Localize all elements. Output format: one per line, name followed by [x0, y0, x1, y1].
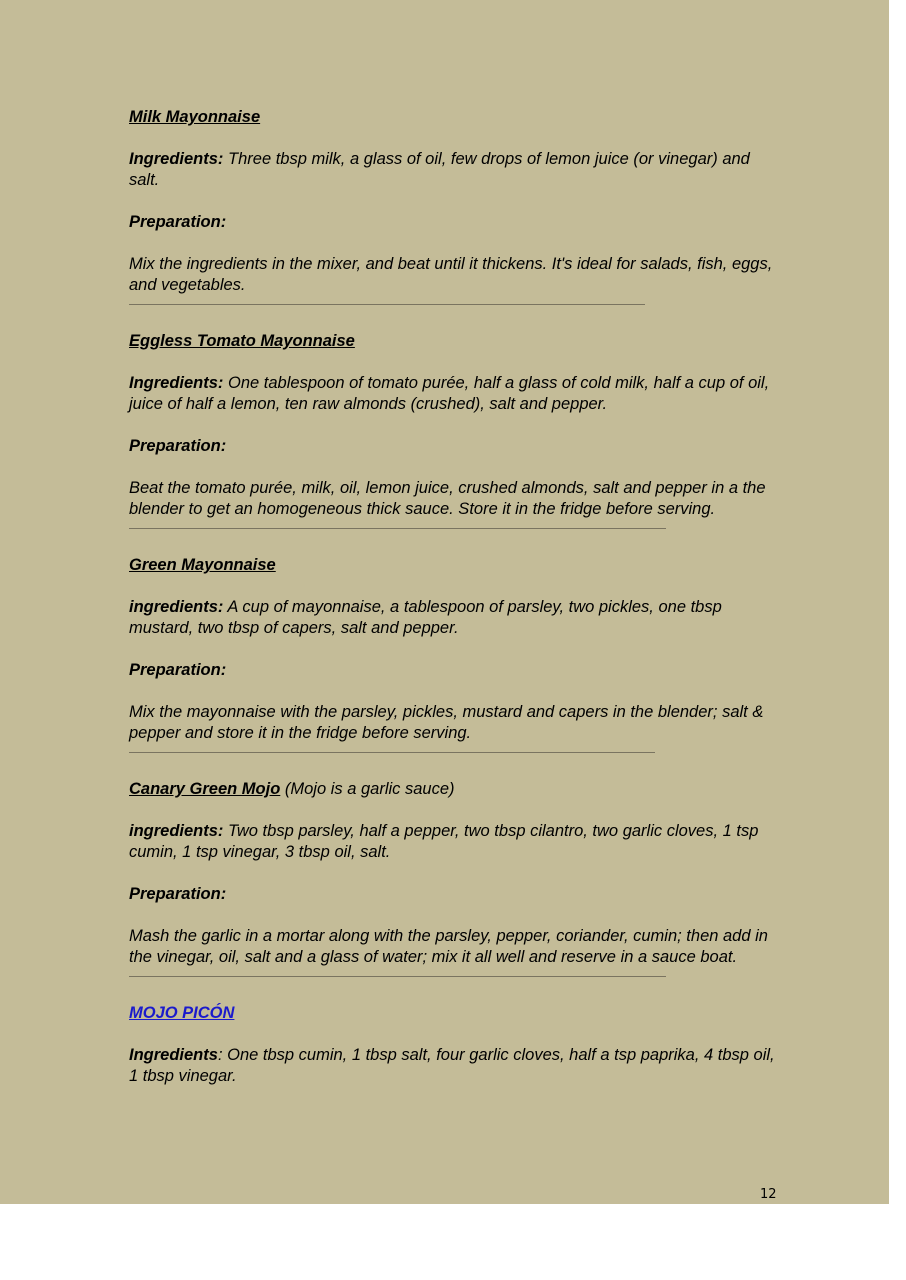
separator-line — [129, 752, 655, 753]
recipe-column — [129, 107, 779, 1087]
recipe-title: Canary Green Mojo — [129, 780, 281, 798]
preparation-text: Beat the tomato purée, milk, oil, lemon juice, crushed almonds, salt and pepper in a the blender to get an homogeneous thick sauce. Store it in the fridge before serving. — [129, 479, 766, 518]
ingredients-label: ingredients: — [129, 598, 224, 616]
preparation-label: Preparation: — [129, 885, 227, 903]
ingredients-label: ingredients: — [129, 822, 224, 840]
ingredients-text: A cup of mayonnaise, a tablespoon of parsley, two pickles, one tbsp mustard, two tbsp of capers, salt and pepper. — [129, 598, 722, 637]
ingredients-paragraph — [129, 597, 779, 639]
recipe-title-link[interactable]: MOJO PICÓN — [129, 1004, 235, 1022]
ingredients-paragraph — [129, 821, 779, 863]
ingredients-label: Ingredients: — [129, 374, 224, 392]
preparation-label: Preparation: — [129, 437, 227, 455]
ingredients-text: Three tbsp milk, a glass of oil, few drops of lemon juice (or vinegar) and salt. — [129, 150, 750, 189]
preparation-text: Mix the ingredients in the mixer, and beat until it thickens. It's ideal for salads, fish, eggs, and vegetables. — [129, 255, 773, 294]
preparation-label: Preparation: — [129, 661, 227, 679]
ingredients-paragraph — [129, 149, 779, 191]
ingredients-paragraph — [129, 1045, 779, 1087]
ingredients-text: One tablespoon of tomato purée, half a glass of cold milk, half a cup of oil, juice of half a lemon, ten raw almonds (crushed), salt and pepper. — [129, 374, 770, 413]
separator-line — [129, 528, 666, 529]
recipe-title: Eggless Tomato Mayonnaise — [129, 332, 355, 350]
page-number: 12 — [760, 1187, 777, 1202]
ingredients-text: Two tbsp parsley, half a pepper, two tbsp cilantro, two garlic cloves, 1 tsp cumin, 1 tsp vinegar, 3 tbsp oil, salt. — [129, 822, 759, 861]
ingredients-text: : One tbsp cumin, 1 tbsp salt, four garlic cloves, half a tsp paprika, 4 tbsp oil, 1 tbsp vinegar. — [129, 1046, 775, 1085]
ingredients-paragraph — [129, 373, 779, 415]
ingredients-label: Ingredients: — [129, 150, 224, 168]
ingredients-label: Ingredients — [129, 1046, 218, 1064]
preparation-text: Mash the garlic in a mortar along with the parsley, pepper, coriander, cumin; then add in the vinegar, oil, salt and a glass of water; mix it all well and reserve in a sauce boat. — [129, 927, 768, 966]
preparation-label: Preparation: — [129, 213, 227, 231]
separator-line — [129, 304, 645, 305]
recipe-subtitle: (Mojo is a garlic sauce) — [280, 780, 455, 798]
recipe-title: Milk Mayonnaise — [129, 108, 261, 126]
recipe-title: Green Mayonnaise — [129, 556, 276, 574]
separator-line — [129, 976, 666, 977]
preparation-text: Mix the mayonnaise with the parsley, pickles, mustard and capers in the blender; salt & pepper and store it in the fridge before serving. — [129, 703, 764, 742]
recipe-heading — [129, 779, 779, 800]
